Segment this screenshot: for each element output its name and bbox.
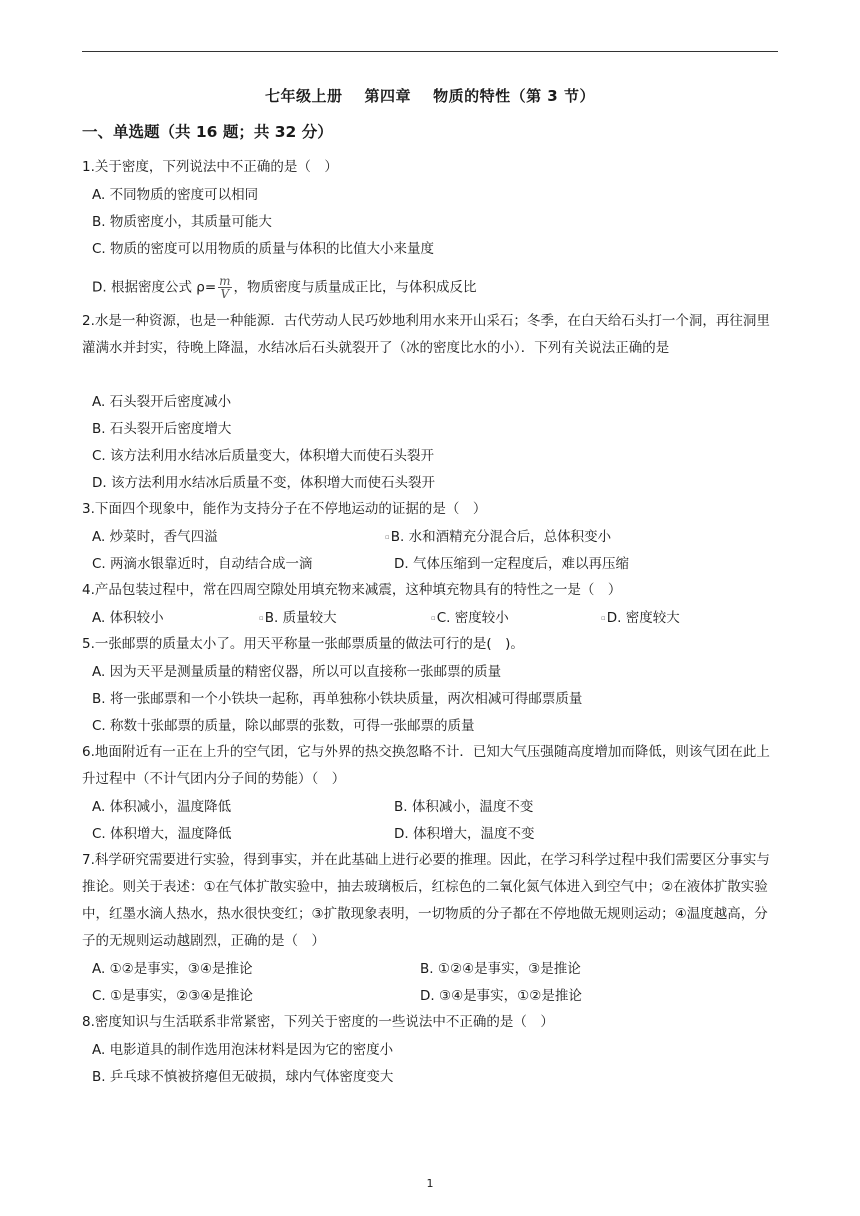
- question-3-stem: 3.下面四个现象中，能作为支持分子在不停地运动的证据的是（ ）: [82, 501, 487, 517]
- question-2-option-b: B. 石头裂开后密度增大: [92, 421, 232, 437]
- question-3-option-d: D. 气体压缩到一定程度后，难以再压缩: [394, 556, 629, 572]
- question-8-option-b: B. 乒乓球不慎被挤瘪但无破损，球内气体密度变大: [92, 1069, 394, 1085]
- question-5-option-b: B. 将一张邮票和一个小铁块一起称，再单独称小铁块质量，两次相减可得邮票质量: [92, 691, 583, 707]
- question-7-option-a: A. ①②是事实，③④是推论: [92, 961, 253, 977]
- question-1-option-c: C. 物质的密度可以用物质的质量与体积的比值大小来量度: [92, 241, 435, 257]
- question-6-option-a: A. 体积减小，温度降低: [92, 799, 232, 815]
- question-3-option-b: [385, 527, 611, 547]
- question-5-option-c: C. 称数十张邮票的质量，除以邮票的张数，可得一张邮票的质量: [92, 718, 475, 734]
- question-7-option-d: D. ③④是事实，①②是推论: [420, 988, 582, 1004]
- question-6-stem: 6.地面附近有一正在上升的空气团，它与外界的热交换忽略不计．已知大气压强随高度增加而降低，则该气团在此上升过程中（不计气团内分子间的势能）（ ）: [82, 744, 770, 787]
- question-7-option-b: B. ①②④是事实，③是推论: [420, 961, 581, 977]
- question-7-stem: 7.科学研究需要进行实验，得到事实，并在此基础上进行必要的推理。因此，在学习科学过程中我们需要区分事实与推论。则关于表述：①在气体扩散实验中，抽去玻璃板后，红棕色的二氧化氮气体进入到空气中；②在液体扩散实验中，红墨水滴人热水，热水很快变红；③扩散现象表明，一切物质的分子都在不停地做无规则运动；④温度越高，分子的无规则运动越剧烈，正确的是（ ）: [82, 852, 770, 949]
- question-2-option-d: D. 该方法利用水结冰后质量不变，体积增大而使石头裂开: [92, 475, 435, 491]
- question-1-option-d-prefix: D. 根据密度公式 ρ=: [92, 279, 217, 296]
- title-topic: 物质的特性（第 3 节）: [433, 87, 595, 105]
- question-4-option-c-text: C. 密度较小: [436, 610, 509, 626]
- page-title: [0, 85, 860, 106]
- header-rule: [82, 51, 778, 52]
- question-8-option-a: A. 电影道具的制作选用泡沫材料是因为它的密度小: [92, 1042, 394, 1058]
- question-1-option-d-suffix: ，物质密度与质量成正比，与体积成反比: [233, 279, 477, 296]
- question-7-option-c: C. ①是事实，②③④是推论: [92, 988, 253, 1004]
- question-4-option-a: A. 体积较小: [92, 610, 164, 626]
- page-number: 1: [426, 1177, 434, 1190]
- question-4-option-c: [431, 608, 509, 628]
- fraction-numerator: m: [219, 274, 231, 288]
- section-heading: 一、单选题（共 16 题；共 32 分）: [82, 123, 333, 141]
- question-1-option-d: [92, 275, 477, 300]
- question-5-option-a: A. 因为天平是测量质量的精密仪器，所以可以直接称一张邮票的质量: [92, 664, 502, 680]
- bullet-dot: ▫: [385, 533, 390, 541]
- question-3-option-c: C. 两滴水银靠近时，自动结合成一滴: [92, 556, 313, 572]
- question-2-stem: 2.水是一种资源，也是一种能源．古代劳动人民巧妙地利用水来开山采石；冬季，在白天给石头打一个洞，再往洞里灌满水并封实，待晚上降温，水结冰后石头就裂开了（冰的密度比水的小）．下列有关说法正确的是: [82, 313, 770, 356]
- question-1-option-a: A. 不同物质的密度可以相同: [92, 187, 259, 203]
- question-4-option-b: [259, 608, 337, 628]
- bullet-dot: ▫: [431, 614, 436, 622]
- question-6-option-d: D. 体积增大，温度不变: [394, 826, 535, 842]
- question-4-option-d-text: D. 密度较大: [606, 610, 680, 626]
- question-2-option-a: A. 石头裂开后密度减小: [92, 394, 232, 410]
- question-4-option-b-text: B. 质量较大: [264, 610, 337, 626]
- fraction-denominator: V: [220, 287, 230, 301]
- question-8-stem: 8.密度知识与生活联系非常紧密，下列关于密度的一些说法中不正确的是（ ）: [82, 1014, 554, 1030]
- question-1-option-b: B. 物质密度小，其质量可能大: [92, 214, 272, 230]
- bullet-dot: ▫: [259, 614, 264, 622]
- bullet-dot: ▫: [601, 614, 606, 622]
- title-grade: 七年级上册: [265, 87, 343, 105]
- question-3-option-b-text: B. 水和酒精充分混合后，总体积变小: [390, 529, 612, 545]
- question-6-option-b: B. 体积减小，温度不变: [394, 799, 534, 815]
- density-formula-fraction: [218, 275, 231, 300]
- question-1-stem: 1.关于密度，下列说法中不正确的是（ ）: [82, 159, 338, 175]
- title-chapter: 第四章: [364, 87, 412, 105]
- question-5-stem: 5.一张邮票的质量太小了。用天平称量一张邮票质量的做法可行的是( )。: [82, 636, 524, 652]
- question-4-option-d: [601, 608, 680, 628]
- question-6-option-c: C. 体积增大，温度降低: [92, 826, 232, 842]
- question-3-option-a: A. 炒菜时，香气四溢: [92, 529, 218, 545]
- question-4-stem: 4.产品包装过程中，常在四周空隙处用填充物来减震，这种填充物具有的特性之一是（ ）: [82, 582, 622, 598]
- question-2-option-c: C. 该方法利用水结冰后质量变大，体积增大而使石头裂开: [92, 448, 435, 464]
